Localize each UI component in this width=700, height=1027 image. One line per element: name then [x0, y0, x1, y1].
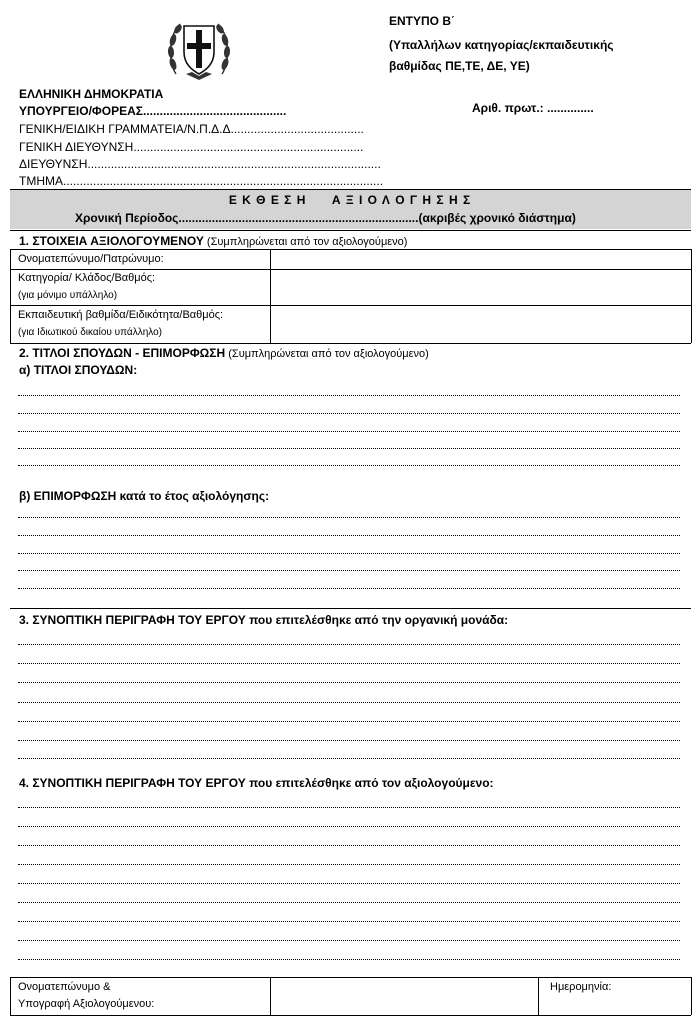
education-specialty-grade-input[interactable]	[271, 306, 690, 342]
name-signature-label-line1: Ονοματεπώνυμο &	[18, 981, 111, 993]
education-specialty-grade-label: Εκπαιδευτική βαθμίδα/Ειδικότητα/Βαθμός:	[18, 309, 224, 321]
education-note: (για Ιδιωτικού δικαίου υπάλληλο)	[18, 327, 162, 338]
form-category-line2: βαθμίδας ΠΕ,ΤΕ, ΔΕ, ΥΕ)	[389, 59, 530, 73]
date-label: Ημερομηνία:	[550, 981, 612, 993]
report-title: Ε Κ Θ Ε Σ Η Α Ξ Ι Ο Λ Ο Γ Η Σ Η Σ	[228, 193, 472, 207]
section1-header	[19, 234, 407, 248]
category-note: (για μόνιμο υπάλληλο)	[18, 290, 118, 301]
section3-heading: 3. ΣΥΝΟΠΤΙΚΗ ΠΕΡΙΓΡΑΦΗ ΤΟΥ ΕΡΓΟΥ που επιτελέσθηκε από την οργανική μονάδα:	[19, 613, 509, 627]
section2-header	[19, 346, 429, 360]
section4-heading: 4. ΣΥΝΟΠΤΙΚΗ ΠΕΡΙΓΡΑΦΗ ΤΟΥ ΕΡΓΟΥ που επιτελέσθηκε από τον αξιολογούμενο:	[19, 776, 494, 790]
form-code: ΕΝΤΥΠΟ Β΄	[389, 14, 455, 28]
emblem-icon	[166, 14, 232, 82]
section2-note: (Συμπληρώνεται από τον αξιολογούμενο)	[225, 348, 429, 360]
protocol-number-field[interactable]: Αριθ. πρωτ.: ..............	[472, 101, 594, 115]
date-input[interactable]	[539, 995, 690, 1014]
section2-heading: 2. ΤΙΤΛΟΙ ΣΠΟΥΔΩΝ - ΕΠΙΜΟΡΦΩΣΗ	[19, 346, 226, 360]
period-field[interactable]: Χρονική Περίοδος........................................................................(ακριβές χρονικό διάστημα)	[75, 211, 576, 225]
section2a-heading: α) ΤΙΤΛΟΙ ΣΠΟΥΔΩΝ:	[19, 363, 138, 377]
section2b-heading: β) ΕΠΙΜΟΡΦΩΣΗ κατά το έτος αξιολόγησης:	[19, 489, 270, 503]
directorate-field[interactable]: ΔΙΕΥΘΥΝΣΗ........................................................................................	[19, 157, 381, 171]
form-category-line1: (Υπαλλήλων κατηγορίας/εκπαιδευτικής	[389, 38, 614, 52]
name-patronymic-label: Ονοματεπώνυμο/Πατρώνυμο:	[18, 253, 164, 265]
general-directorate-field[interactable]: ΓΕΝΙΚΗ ΔΙΕΥΘΥΝΣΗ.....................................................................	[19, 140, 364, 154]
category-branch-grade-label: Κατηγορία/ Κλάδος/Βαθμός:	[18, 272, 156, 284]
name-patronymic-input[interactable]	[271, 250, 690, 268]
name-signature-label-line2: Υπογραφή Αξιολογούμενου:	[18, 998, 155, 1010]
greek-emblem	[166, 14, 232, 82]
section1-note: (Συμπληρώνεται από τον αξιολογούμενο)	[203, 236, 408, 248]
republic-label: ΕΛΛΗΝΙΚΗ ΔΗΜΟΚΡΑΤΙΑ	[19, 87, 164, 101]
secretariat-field[interactable]: ΓΕΝΙΚΗ/ΕΙΔΙΚΗ ΓΡΑΜΜΑΤΕΙΑ/Ν.Π.Δ.Δ........................................	[19, 122, 364, 136]
name-signature-input[interactable]	[271, 978, 537, 1014]
section1-heading: 1. ΣΤΟΙΧΕΙΑ ΑΞΙΟΛΟΓΟΥΜΕΝΟΥ	[19, 234, 204, 248]
department-field[interactable]: ΤΜΗΜΑ................................................................................................	[19, 174, 384, 188]
ministry-field[interactable]: ΥΠΟΥΡΓΕΙΟ/ΦΟΡΕΑΣ...........................................	[19, 104, 287, 118]
category-branch-grade-input[interactable]	[271, 270, 690, 304]
